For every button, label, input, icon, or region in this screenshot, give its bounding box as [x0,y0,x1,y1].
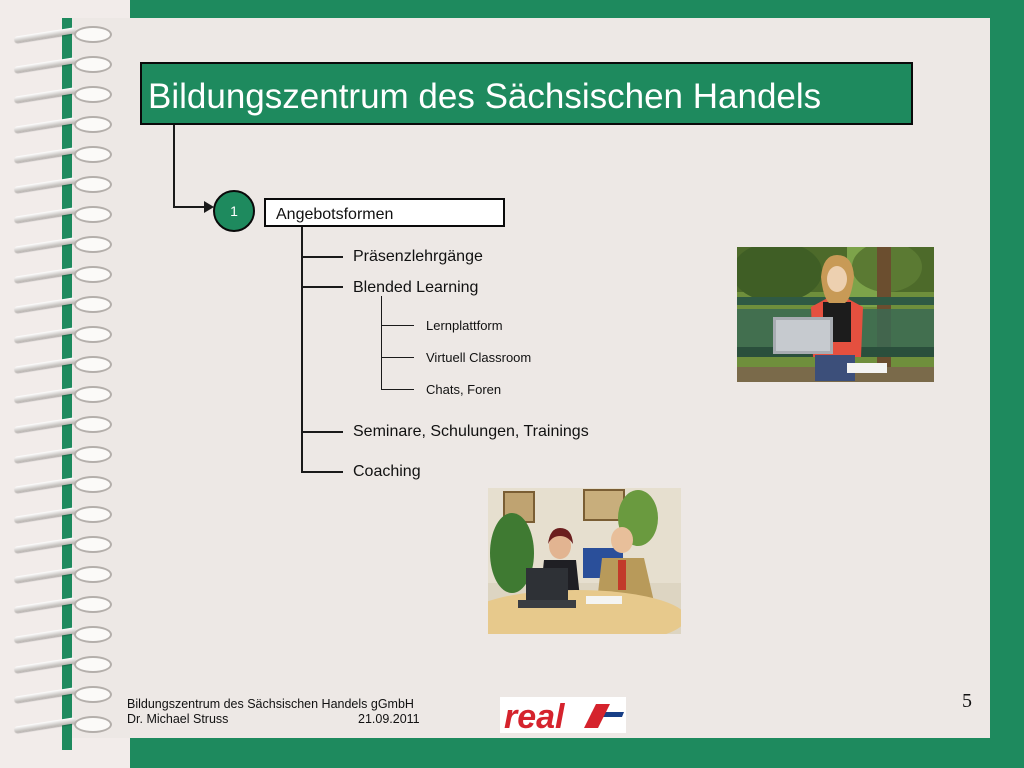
ring-hole [74,506,112,523]
ring-wire [14,417,76,433]
ring-hole [74,86,112,103]
ring-hole [74,566,112,583]
ring-wire [14,537,76,553]
ring-wire [14,687,76,703]
ring-hole [74,446,112,463]
ring-wire [14,147,76,163]
ring-wire [14,717,76,733]
ring-hole [74,176,112,193]
item-virtuell-classroom: Virtuell Classroom [426,350,532,365]
binding-ring [14,534,108,556]
ring-wire [14,87,76,103]
ring-wire [14,657,76,673]
ring-hole [74,236,112,253]
binding-ring [14,654,108,676]
ring-hole [74,56,112,73]
tree-trunk-line [301,227,303,473]
ring-hole [74,416,112,433]
ring-hole [74,356,112,373]
ring-wire [14,327,76,343]
binding-ring [14,624,108,646]
binding-ring [14,714,108,736]
ring-hole [74,536,112,553]
connector-line [173,125,175,207]
ring-hole [74,686,112,703]
ring-wire [14,117,76,133]
ring-wire [14,447,76,463]
binding-ring [14,24,108,46]
section-label: Angebotsformen [276,206,394,223]
ring-hole [74,386,112,403]
ring-wire [14,477,76,493]
footer-author: Dr. Michael Struss [127,712,229,726]
tree-branch-line [301,286,343,288]
ring-wire [14,27,76,43]
ring-wire [14,357,76,373]
section-box [264,198,505,227]
ring-hole [74,206,112,223]
ring-hole [74,476,112,493]
ring-wire [14,267,76,283]
item-praesenzlehrgaenge: Präsenzlehrgänge [353,248,483,265]
ring-wire [14,207,76,223]
binding-ring [14,84,108,106]
binding-ring [14,564,108,586]
ring-wire [14,507,76,523]
photo-woman-laptop-bench [737,247,934,382]
item-chats-foren: Chats, Foren [426,382,502,397]
binding-ring [14,54,108,76]
binding-ring [14,174,108,196]
binding-ring [14,504,108,526]
slide-title: Bildungszentrum des Sächsischen Handels [148,77,822,116]
connector-line [173,206,205,208]
subtree-branch-line [381,389,414,390]
tree-branch-line [301,431,343,433]
binding-ring [14,264,108,286]
binding-ring [14,384,108,406]
ring-wire [14,237,76,253]
footer-organization: Bildungszentrum des Sächsischen Handels gGmbH [127,697,414,711]
binding-ring [14,594,108,616]
item-blended-learning: Blended Learning [353,279,479,296]
photo-office-meeting [488,488,681,634]
section-number-badge: 1 [213,190,255,232]
ring-wire [14,57,76,73]
ring-hole [74,26,112,43]
binding-ring [14,354,108,376]
subtree-branch-line [381,325,414,326]
ring-hole [74,266,112,283]
ring-hole [74,116,112,133]
binding-ring [14,324,108,346]
binding-ring [14,234,108,256]
subtree-line [381,296,382,390]
ring-wire [14,387,76,403]
binding-ring [14,474,108,496]
ring-wire [14,597,76,613]
ring-wire [14,177,76,193]
page-number: 5 [962,690,972,712]
ring-hole [74,296,112,313]
ring-hole [74,596,112,613]
tree-branch-line [301,471,343,473]
real-logo [500,697,626,733]
ring-hole [74,146,112,163]
title-box [140,62,913,125]
binding-ring [14,684,108,706]
binding-ring [14,204,108,226]
ring-hole [74,716,112,733]
binding-ring [14,294,108,316]
item-lernplattform: Lernplattform [426,318,503,333]
footer-date: 21.09.2011 [358,712,420,726]
binding-ring [14,444,108,466]
ring-wire [14,567,76,583]
ring-hole [74,656,112,673]
binding-ring [14,114,108,136]
svg-text:real: real [504,698,565,733]
ring-hole [74,626,112,643]
ring-hole [74,326,112,343]
item-coaching: Coaching [353,463,421,480]
tree-branch-line [301,256,343,258]
binding-ring [14,144,108,166]
ring-wire [14,297,76,313]
item-seminare: Seminare, Schulungen, Trainings [353,423,589,440]
subtree-branch-line [381,357,414,358]
ring-wire [14,627,76,643]
binding-ring [14,414,108,436]
